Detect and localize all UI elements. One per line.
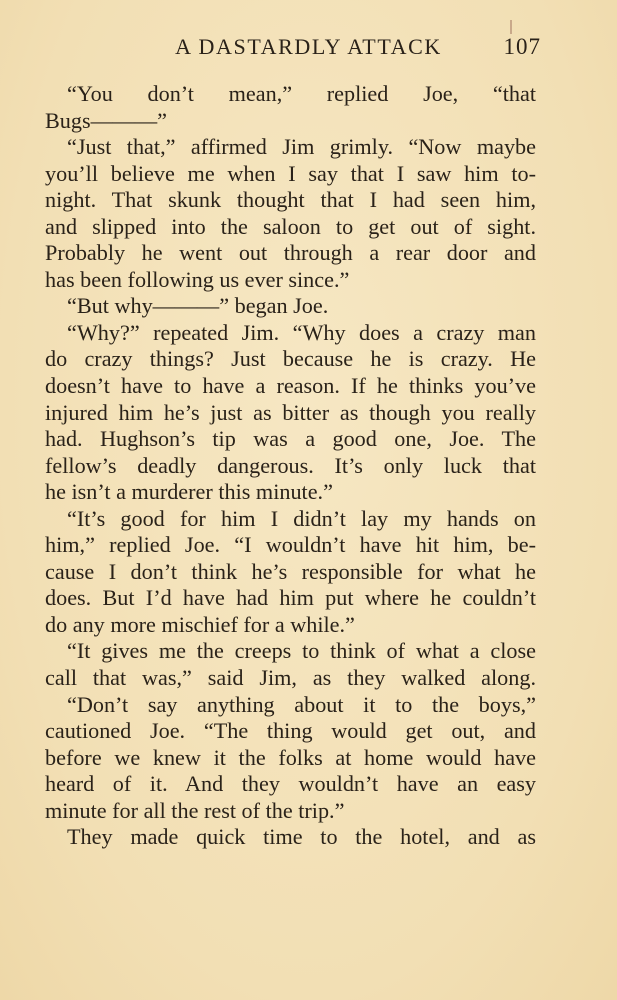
text-line: before we knew it the folks at home would have xyxy=(45,744,536,770)
text-line: Bugs———” xyxy=(45,107,168,133)
text-line: “Why?” repeated Jim. “Why does a crazy man xyxy=(67,319,536,345)
text-line: call that was,” said Jim, as they walked along. xyxy=(45,665,536,691)
text-line: “It’s good for him I didn’t lay my hands on xyxy=(67,505,536,531)
text-line: fellow’s deadly dangerous. It’s only luck that xyxy=(45,452,536,478)
text-line: “But why———” began Joe. xyxy=(67,293,329,319)
text-line: has been following us ever since.” xyxy=(45,266,350,292)
text-line: Probably he went out through a rear door and xyxy=(45,240,536,266)
text-line: “Don’t say anything about it to the boys,” xyxy=(67,691,536,717)
text-line: do any more mischief for a while.” xyxy=(45,611,355,637)
text-line: do crazy things? Just because he is crazy. He xyxy=(45,346,536,372)
text-line: cause I don’t think he’s responsible for what he xyxy=(45,558,536,584)
running-head: A DASTARDLY ATTACK xyxy=(175,34,442,59)
text-line: does. But I’d have had him put where he couldn’t xyxy=(45,585,536,611)
text-line: him,” replied Joe. “I wouldn’t have hit him, be- xyxy=(45,532,536,558)
text-line: cautioned Joe. “The thing would get out, and xyxy=(45,718,536,744)
text-line: minute for all the rest of the trip.” xyxy=(45,797,345,823)
text-line: injured him he’s just as bitter as though you really xyxy=(45,399,536,425)
body-text xyxy=(45,81,536,851)
text-line: “Just that,” affirmed Jim grimly. “Now maybe xyxy=(67,134,536,160)
text-line: had. Hughson’s tip was a good one, Joe. The xyxy=(45,426,536,452)
text-line: and slipped into the saloon to get out of sight. xyxy=(45,213,536,239)
text-line: “You don’t mean,” replied Joe, “that xyxy=(67,81,536,106)
text-line: They made quick time to the hotel, and as xyxy=(67,824,536,850)
text-line: you’ll believe me when I say that I saw him to- xyxy=(45,160,536,186)
text-line: heard of it. And they wouldn’t have an easy xyxy=(45,771,536,797)
page-number: 107 xyxy=(503,34,541,59)
text-line: “It gives me the creeps to think of what a close xyxy=(67,638,536,664)
page-header xyxy=(0,32,617,66)
text-line: doesn’t have to have a reason. If he thinks you’ve xyxy=(45,373,536,399)
text-line: he isn’t a murderer this minute.” xyxy=(45,479,333,505)
text-line: night. That skunk thought that I had seen him, xyxy=(45,187,536,213)
